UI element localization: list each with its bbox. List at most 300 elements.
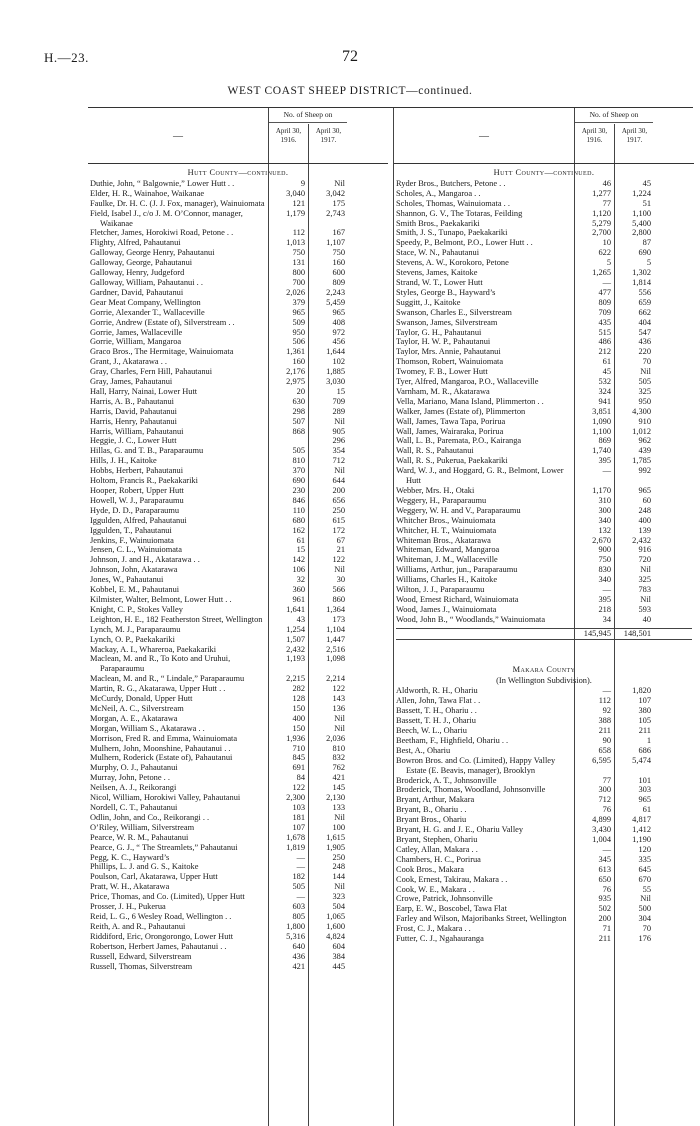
table-row <box>90 783 386 793</box>
sheep-1916: 218 <box>598 604 611 614</box>
owner-name: Bryant Bros., Ohariu <box>396 815 467 825</box>
table-row <box>90 853 386 863</box>
sheep-1916: 150 <box>292 723 305 733</box>
sheep-1917: 304 <box>638 914 651 924</box>
sheep-1917: 335 <box>638 854 651 864</box>
sheep-1916: 1,170 <box>592 486 611 495</box>
sheep-1916: 5,316 <box>286 931 305 941</box>
table-row <box>396 347 692 357</box>
sheep-1916: 2,700 <box>592 228 611 238</box>
year-1917-heading: April 30, 1917. <box>621 127 648 144</box>
sheep-1917: 656 <box>332 495 345 505</box>
sheep-1916: — <box>296 862 305 872</box>
table-row <box>90 773 386 783</box>
sheep-1917: 2,516 <box>326 644 345 654</box>
sheep-1917: 615 <box>332 515 345 525</box>
sheep-1916: 1,678 <box>286 832 305 842</box>
sheep-1917: 439 <box>638 446 651 456</box>
sheep-1916: 106 <box>292 565 305 575</box>
owner-name: Gorrie, Alexander T., Wallaceville <box>90 307 205 317</box>
totals-row <box>396 628 692 640</box>
sheep-1916: 9 <box>300 178 305 188</box>
sheep-1917: 809 <box>332 277 345 287</box>
owner-name: Wood, Ernest Richard, Wainuiomata <box>396 594 519 604</box>
owner-name: Poulson, Carl, Akatarawa, Upper Hutt <box>90 872 218 882</box>
sheep-1916: 505 <box>292 882 305 892</box>
table-row <box>396 228 692 238</box>
table-row <box>396 268 692 278</box>
sheep-1916: 77 <box>602 198 611 208</box>
table-row <box>90 694 386 704</box>
sheep-1916: 680 <box>292 515 305 525</box>
table-row <box>396 545 692 555</box>
sheep-1916: 84 <box>296 773 305 783</box>
owner-name: Chambers, H. C., Porirua <box>396 854 481 864</box>
owner-name: Cook Bros., Makara <box>396 864 464 874</box>
table-row <box>396 716 692 726</box>
sheep-1916: 477 <box>598 287 611 297</box>
table-row <box>90 526 386 536</box>
sheep-1917: 122 <box>332 555 345 565</box>
table-row <box>396 815 692 825</box>
sheep-1916: 3,430 <box>592 825 611 835</box>
sheep-1917: 1,364 <box>326 604 345 614</box>
sheep-1917: 2,432 <box>632 535 651 545</box>
sheep-1917: 87 <box>642 238 651 248</box>
sheep-1916: 1,800 <box>286 921 305 931</box>
table-row <box>90 734 386 744</box>
owner-name: Kobbel, E. M., Pahautanui <box>90 585 180 595</box>
table-row <box>396 466 692 486</box>
column-header <box>88 108 388 164</box>
sheep-1916: 658 <box>598 745 611 755</box>
table-row <box>396 417 692 427</box>
sheep-1917: 101 <box>638 775 651 785</box>
sheep-1917: 1,100 <box>632 208 651 218</box>
owner-name: Iggulden, Alfred, Pahautanui <box>90 515 187 525</box>
sheep-1916: 509 <box>292 317 305 327</box>
hutt-rows <box>396 179 692 625</box>
sheep-1916: 1,254 <box>286 624 305 634</box>
owner-heading-dash: — <box>173 131 183 142</box>
table-row <box>90 922 386 932</box>
table-row <box>90 714 386 724</box>
table-row <box>90 446 386 456</box>
table-row <box>90 575 386 585</box>
owner-name: Frost, C. J., Makara . . <box>396 924 471 934</box>
table-row <box>90 496 386 506</box>
sheep-1917: 645 <box>638 864 651 874</box>
sheep-1917: 144 <box>332 872 345 882</box>
sheep-1917: 45 <box>642 178 651 188</box>
sheep-1916: 61 <box>602 357 611 367</box>
table-row <box>396 875 692 885</box>
sheep-1917: Nil <box>334 466 345 476</box>
owner-name: Whiteman, Edward, Mangaroa <box>396 545 500 555</box>
sheep-1917: 145 <box>332 783 345 793</box>
sheep-1917: 965 <box>638 486 651 495</box>
table-row <box>396 885 692 895</box>
owner-name: Kilmister, Walter, Belmont, Lower Hutt . . <box>90 594 232 604</box>
sheep-1916: — <box>602 277 611 287</box>
sheep-1916: 298 <box>292 406 305 416</box>
sheep-1917: 323 <box>332 892 345 902</box>
table-row <box>90 278 386 288</box>
sheep-1917: 962 <box>638 436 651 446</box>
table-row <box>90 833 386 843</box>
sheep-1916: 830 <box>598 565 611 575</box>
sheep-1917: 1,065 <box>326 911 345 921</box>
table-row <box>396 746 692 756</box>
sheep-1917: 55 <box>642 884 651 894</box>
sheep-1917: 1,107 <box>326 238 345 248</box>
table-row <box>396 209 692 219</box>
owner-name: Bryant, B., Ohariu . . <box>396 805 467 815</box>
owner-name: Knight, C. P., Stokes Valley <box>90 604 183 614</box>
owner-name: Heggie, J. C., Lower Hutt <box>90 436 177 446</box>
sheep-1916: 435 <box>598 317 611 327</box>
sheep-1916: 603 <box>292 902 305 912</box>
sheep-1916: 5 <box>606 258 611 268</box>
sheep-1916: 532 <box>598 377 611 387</box>
table-row <box>396 506 692 516</box>
owner-name: Harris, A. B., Pahautanui <box>90 396 174 406</box>
owner-name: Weggery, W. H. and V., Paraparaumu <box>396 505 521 515</box>
owner-name: Gorrie, James, Wallaceville <box>90 327 183 337</box>
sheep-1916: 690 <box>292 476 305 486</box>
owner-name: Pratt, W. H., Akatarawa <box>90 882 170 892</box>
table-row <box>396 706 692 716</box>
sheep-1917: 4,824 <box>326 931 345 941</box>
table-row <box>396 219 692 229</box>
sheep-table <box>88 107 693 1126</box>
owner-name: Odlin, John, and Co., Reikorangi . . <box>90 812 210 822</box>
page-reference: H.—23. <box>44 50 89 65</box>
sheep-1917: 1 <box>646 735 651 745</box>
sheep-1916: 103 <box>292 803 305 812</box>
sheep-1916: 750 <box>598 555 611 565</box>
owner-name: Bowron Bros. and Co. (Limited), Happy Valley Estate (E. Beavis, manager), Brooklyn <box>396 755 556 775</box>
table-row <box>90 486 386 496</box>
table-row <box>90 248 386 258</box>
table-row <box>396 298 692 308</box>
sheep-1917: 905 <box>332 426 345 436</box>
sheep-1916: 20 <box>296 386 305 396</box>
sheep-1917: 21 <box>336 545 345 555</box>
sheep-1916: 1,193 <box>286 654 305 664</box>
sheep-1917: 1,644 <box>326 347 345 357</box>
sheep-1916: 868 <box>292 426 305 436</box>
owner-name: Futter, C. J., Ngahauranga <box>396 934 484 944</box>
sheep-1917: 604 <box>332 941 345 951</box>
owner-name: Fletcher, James, Horokiwi Road, Petone . . <box>90 228 234 238</box>
sheep-1917: 1,905 <box>326 842 345 852</box>
sheep-1917: 1,600 <box>326 921 345 931</box>
table-row <box>396 337 692 347</box>
table-row <box>396 248 692 258</box>
owner-name: Wilton, J. J., Paraparaumu <box>396 585 485 595</box>
owner-name: Wood, John B., “ Woodlands,” Wainuiomata <box>396 614 546 624</box>
sheep-1917: 2,036 <box>326 733 345 743</box>
owner-name: Catley, Allan, Makara . . <box>396 844 478 854</box>
sheep-1916: 131 <box>292 258 305 268</box>
owner-name: Prosser, J. H., Pukerua <box>90 902 166 912</box>
sheep-1916: 370 <box>292 466 305 476</box>
sheep-1917: 107 <box>638 696 651 706</box>
table-row <box>90 565 386 575</box>
sheep-1916: 436 <box>292 951 305 961</box>
sheep-1916: 700 <box>292 277 305 287</box>
owner-name: Jensen, C. L., Wainuiomata <box>90 545 182 555</box>
sheep-1917: 644 <box>332 476 345 486</box>
table-row <box>90 387 386 397</box>
owner-name: Bassett, T. H., Ohariu . . <box>396 706 477 716</box>
owner-name: Neilsen, A. J., Reikorangi <box>90 783 177 793</box>
table-row <box>396 199 692 209</box>
sheep-1916: 900 <box>598 545 611 555</box>
owner-name: Martin, R. G., Akatarawa, Upper Hutt . . <box>90 684 226 694</box>
table-row <box>90 456 386 466</box>
sheep-1917: 593 <box>638 604 651 614</box>
owner-name: Mulhern, Roderick (Estate of), Pahautanui <box>90 753 233 763</box>
owner-name: Webber, Mrs. H., Otaki <box>396 486 475 495</box>
table-row <box>396 605 692 615</box>
owner-name: Russell, Edward, Silverstream <box>90 951 192 961</box>
owner-name: Tyer, Alfred, Mangaroa, P.O., Wallaceville <box>396 377 539 387</box>
sheep-1916: 2,300 <box>286 793 305 803</box>
sheep-1917: Nil <box>640 594 651 604</box>
sheep-1917: 40 <box>642 614 651 624</box>
table-row <box>396 238 692 248</box>
owner-name: Flighty, Alfred, Pahautanui <box>90 238 181 248</box>
owner-name: Duthie, John, “ Balgownie,” Lower Hutt . . <box>90 178 235 188</box>
sheep-1917: 303 <box>638 785 651 795</box>
sheep-1917: 67 <box>336 535 345 545</box>
sheep-1916: 961 <box>292 594 305 604</box>
sheep-1916: 340 <box>598 575 611 585</box>
table-row <box>396 357 692 367</box>
sheep-count-heading: No. of Sheep on <box>575 110 653 123</box>
sheep-1916: 486 <box>598 337 611 347</box>
table-row <box>90 466 386 476</box>
owner-name: Taylor, Mrs. Annie, Pahautanui <box>396 347 501 357</box>
sheep-1916: 650 <box>598 874 611 884</box>
sheep-1917: 505 <box>638 377 651 387</box>
sheep-1917: 220 <box>638 347 651 357</box>
sheep-1917: 690 <box>638 248 651 258</box>
sheep-1917: 659 <box>638 297 651 307</box>
table-row <box>396 776 692 786</box>
table-row <box>90 635 386 645</box>
owner-name: Strand, W. T., Lower Hutt <box>396 277 483 287</box>
owner-heading-dash: — <box>479 131 489 142</box>
sheep-1917: 15 <box>336 386 345 396</box>
sheep-1917: 5,459 <box>326 297 345 307</box>
page-number: 72 <box>342 48 358 65</box>
table-row <box>396 179 692 189</box>
owner-name: Reith, A. and R., Pahautanui <box>90 921 186 931</box>
sheep-1916: 800 <box>292 268 305 278</box>
sheep-1916: 640 <box>292 941 305 951</box>
owner-name: Morgan, A. E., Akatarawa <box>90 713 178 723</box>
table-row <box>90 318 386 328</box>
owner-name: Ward, W. J., and Hoggard, G. R., Belmont, Lower Hutt <box>396 466 564 486</box>
sheep-1916: 112 <box>292 228 305 238</box>
table-row <box>90 724 386 734</box>
sheep-1917: 712 <box>332 456 345 466</box>
sheep-1917: 289 <box>332 406 345 416</box>
section-heading-makara: Makara County <box>512 664 576 674</box>
sheep-1917: 211 <box>638 726 651 736</box>
owner-name: Mackay, A. I., Whareroa, Paekakariki <box>90 644 217 654</box>
table-row <box>396 407 692 417</box>
sheep-1916: 90 <box>602 735 611 745</box>
table-row <box>90 536 386 546</box>
table-row <box>396 565 692 575</box>
table-row <box>396 914 692 924</box>
owner-name: Hobbs, Herbert, Pahautanui <box>90 466 184 476</box>
owner-name: Elder, H. R., Wainahoe, Waikanae <box>90 188 205 198</box>
sheep-1917: 1,885 <box>326 367 345 377</box>
page-title: WEST COAST SHEEP DISTRICT—continued. <box>227 85 473 97</box>
owner-name: Smith Bros., Paekakariki <box>396 218 480 228</box>
sheep-1917: 167 <box>332 228 345 238</box>
sheep-1916: 388 <box>598 716 611 726</box>
table-row <box>90 882 386 892</box>
sheep-1917: 248 <box>638 505 651 515</box>
owner-name: Wall, James, Tawa Tapa, Porirua <box>396 416 506 426</box>
owner-name: Whiteman, J. M., Wallaceville <box>396 555 498 565</box>
table-row <box>90 228 386 238</box>
owner-name: Morrison, Fred R. and Emma, Wainuiomata <box>90 733 238 743</box>
sheep-1917: 860 <box>332 594 345 604</box>
sheep-1916: 2,176 <box>286 367 305 377</box>
sheep-1917: 709 <box>332 396 345 406</box>
owner-name: Whiteman Bros., Akatarawa <box>396 535 491 545</box>
table-row <box>396 805 692 815</box>
owner-name: Broderick, A. T., Johnsonville <box>396 775 497 785</box>
sheep-1917: 950 <box>638 396 651 406</box>
table-row <box>90 744 386 754</box>
table-row <box>90 397 386 407</box>
sheep-1917: 172 <box>332 525 345 535</box>
owner-name: Thomson, Robert, Wainuiomata <box>396 357 504 367</box>
sheep-1916: 200 <box>598 914 611 924</box>
table-row <box>396 686 692 696</box>
sheep-1916: 1,740 <box>592 446 611 456</box>
table-row <box>90 823 386 833</box>
owner-name: McNeil, A. C., Silverstream <box>90 703 184 713</box>
table-row <box>90 407 386 417</box>
sheep-1917: 750 <box>332 248 345 258</box>
owner-name: Scholes, Thomas, Wainuiomata . . <box>396 198 510 208</box>
sheep-1917: Nil <box>334 723 345 733</box>
table-row <box>90 753 386 763</box>
sheep-1916: 76 <box>602 884 611 894</box>
makara-rows <box>396 686 692 944</box>
table-row <box>396 575 692 585</box>
table-row <box>90 872 386 882</box>
owner-name: Gorrie, Andrew (Estate of), Silverstream . . <box>90 317 235 327</box>
sheep-1917: 51 <box>642 198 651 208</box>
sheep-1917: 61 <box>642 805 651 815</box>
sheep-1917: Nil <box>640 894 651 904</box>
sheep-1916: 160 <box>292 357 305 367</box>
sheep-1917: 2,243 <box>326 287 345 297</box>
table-row <box>90 427 386 437</box>
sheep-1916: — <box>296 892 305 902</box>
owner-name: Gray, James, Pahautanui <box>90 377 173 387</box>
owner-name: Jones, W., Pahautanui <box>90 575 164 585</box>
sheep-1916: 502 <box>598 904 611 914</box>
owner-name: Speedy, P., Belmont, P.O., Lower Hutt . . <box>396 238 533 248</box>
sheep-1917: 250 <box>332 852 345 862</box>
table-row <box>90 288 386 298</box>
table-row <box>396 526 692 536</box>
sheep-1916: 107 <box>292 822 305 832</box>
sheep-1916: 211 <box>598 934 611 944</box>
sheep-1916: 1,120 <box>592 208 611 218</box>
table-row <box>90 347 386 357</box>
owner-name: Aldworth, R. H., Ohariu <box>396 686 478 696</box>
table-row <box>396 855 692 865</box>
sheep-1916: 809 <box>598 297 611 307</box>
owner-name: Whitcher Bros., Wainuiomata <box>396 515 496 525</box>
sheep-1917: 421 <box>332 773 345 783</box>
table-row <box>396 318 692 328</box>
owner-name: Vella, Mariano, Mana Island, Plimmerton . . <box>396 396 544 406</box>
sheep-1916: 71 <box>602 924 611 934</box>
owner-name: O’Riley, William, Silverstream <box>90 822 195 832</box>
owner-name: Grant, J., Akatarawa . . <box>90 357 167 367</box>
sheep-1917: 832 <box>332 753 345 763</box>
owner-name: Faulke, Dr. H. C. (J. J. Fox, manager), Wainuiomata <box>90 198 265 208</box>
table-row <box>396 825 692 835</box>
sheep-1917: 662 <box>638 307 651 317</box>
sheep-1917: 248 <box>332 862 345 872</box>
owner-name: Hillas, G. and T. B., Paraparaumu <box>90 446 204 456</box>
owner-name: Wall, James, Wairaraka, Porirua <box>396 426 504 436</box>
sheep-1917: 105 <box>638 716 651 726</box>
owner-name: Stace, W. N., Pahautanui <box>396 248 480 258</box>
sheep-1916: 4,899 <box>592 815 611 825</box>
owner-name: Pearce, G. J., “ The Streamlets,” Pahautanui <box>90 842 238 852</box>
sheep-1917: 720 <box>638 555 651 565</box>
sheep-1917: 1,302 <box>632 268 651 278</box>
sheep-1916: 1,936 <box>286 733 305 743</box>
owner-name: Taylor, G. H., Pahautanui <box>396 327 482 337</box>
table-row <box>396 736 692 746</box>
table-row <box>90 843 386 853</box>
sheep-1916: 709 <box>598 307 611 317</box>
sheep-1917: 5,474 <box>632 755 651 765</box>
table-row <box>396 446 692 456</box>
owner-name: Bryant, Arthur, Makara <box>396 795 475 805</box>
owner-name: Maclean, M. and R., To Koto and Uruhui, Paraparaumu <box>90 654 231 674</box>
owner-name: Price, Thomas, and Co. (Limited), Upper Hutt <box>90 892 245 902</box>
owner-name: Holtom, Francis R., Paekakariki <box>90 476 198 486</box>
owner-name: Pegg, K. C., Hayward’s <box>90 852 170 862</box>
owner-name: Howell, W. J., Paraparaumu <box>90 495 184 505</box>
sheep-1916: — <box>296 852 305 862</box>
table-row <box>396 904 692 914</box>
table-row <box>90 763 386 773</box>
sheep-1917: Nil <box>334 713 345 723</box>
sheep-1916: 15 <box>296 545 305 555</box>
sheep-1916: — <box>602 686 611 696</box>
sheep-1917: 176 <box>638 934 651 944</box>
table-row <box>396 328 692 338</box>
